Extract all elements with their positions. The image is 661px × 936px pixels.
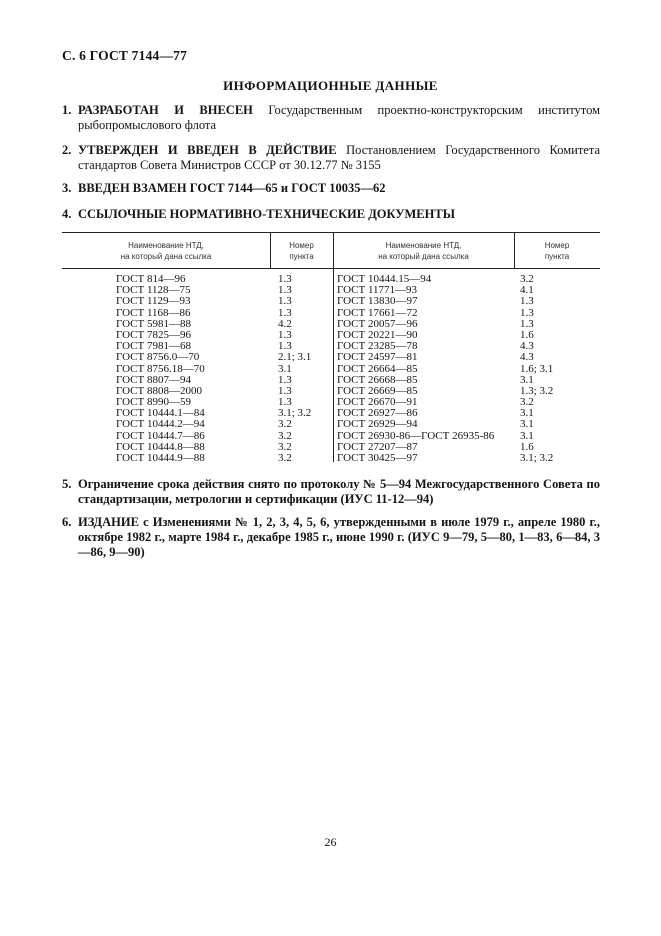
table-cell: 1.3 (278, 284, 292, 297)
table-cell: ГОСТ 30425—97 (337, 452, 418, 464)
item-number: 5. (62, 477, 72, 491)
header-doc-left (62, 240, 270, 262)
table-cell: ГОСТ 8990—59 (116, 396, 191, 409)
header-doc-right (333, 240, 514, 262)
table-cell: 1.6 (520, 328, 534, 341)
table-cell: ГОСТ 26670—91 (337, 396, 418, 409)
table-cell: ГОСТ 1128—75 (116, 284, 191, 297)
table-cell: ГОСТ 814—96 (116, 273, 186, 285)
table-cell: ГОСТ 23285—78 (337, 340, 418, 353)
table-cell: 3.2 (520, 273, 534, 285)
header-text: Номер пункта (544, 241, 570, 261)
col-divider-center (333, 232, 334, 462)
table-cell: 3.2 (278, 452, 292, 464)
item-text: ИЗДАНИЕ с Изменениями № 1, 2, 3, 4, 5, 6, утвержденными в июле 1979 г., апреле 1980 г., октябре 1982 г., марте 1984 г., декабре 1985 г., июне 1990 г. (ИУС 9—79, 5—80, 1—83, 6—84, 3—86, 9—90) (78, 515, 600, 559)
table-cell: ГОСТ 26929—94 (337, 418, 418, 431)
info-item-3 (62, 181, 600, 196)
info-item-4 (62, 207, 600, 222)
item-text: ССЫЛОЧНЫЕ НОРМАТИВНО-ТЕХНИЧЕСКИЕ ДОКУМЕНТЫ (78, 207, 455, 221)
table-cell: 1.3 (278, 273, 292, 285)
table-cell: 3.2 (278, 440, 292, 453)
table-cell: 1.3 (278, 373, 292, 386)
table-cell: 1.3 (278, 340, 292, 353)
table-cell: ГОСТ 10444.2—94 (116, 418, 205, 431)
table-cell: 3.1 (520, 373, 534, 386)
table-cell: 1.3; 3.2 (520, 384, 554, 397)
table-cell: 4.3 (520, 351, 534, 364)
table-cell: ГОСТ 26668—85 (337, 373, 418, 386)
table-cell: 1.3 (278, 328, 292, 341)
note-5 (62, 477, 600, 507)
table-cell: 3.1 (278, 362, 292, 375)
table-cell: ГОСТ 26669—85 (337, 384, 418, 397)
header-text: Наименование НТД, на который дана ссылка (378, 241, 469, 261)
column-items-right (520, 274, 553, 464)
item-text: УТВЕРЖДЕН И ВВЕДЕН В ДЕЙСТВИЕ Постановлением Государственного Комитета стандартов Совета Министров СССР от 30.12.77 № 3155 (78, 143, 600, 172)
table-cell: ГОСТ 7981—68 (116, 340, 191, 353)
table-cell: 1.6; 3.1 (520, 362, 554, 375)
table-cell: 1.3 (520, 295, 534, 308)
item-number: 4. (62, 207, 72, 221)
table-cell: ГОСТ 20057—96 (337, 317, 418, 330)
item-text: ВВЕДЕН ВЗАМЕН ГОСТ 7144—65 и ГОСТ 10035—62 (78, 181, 386, 195)
item-number: 3. (62, 181, 72, 195)
table-cell: ГОСТ 8807—94 (116, 373, 191, 386)
table-cell: ГОСТ 26664—85 (337, 362, 418, 375)
table-cell: 4.1 (520, 284, 534, 297)
page-header: С. 6 ГОСТ 7144—77 (62, 48, 188, 63)
table-cell: ГОСТ 10444.1—84 (116, 407, 205, 420)
table-cell: 3.1 (520, 429, 534, 442)
table-cell: ГОСТ 8756.18—70 (116, 362, 205, 375)
table-cell: 3.2 (520, 396, 534, 409)
table-top-rule (62, 232, 600, 233)
table-cell: ГОСТ 20221—90 (337, 328, 418, 341)
table-cell: 1.3 (278, 295, 292, 308)
table-cell: ГОСТ 1168—86 (116, 306, 191, 319)
table-cell: ГОСТ 11771—93 (337, 284, 418, 297)
table-cell: ГОСТ 8756.0—70 (116, 351, 200, 364)
table-cell: 3.1 (520, 407, 534, 420)
table-cell: 1.3 (278, 306, 292, 319)
item-text: РАЗРАБОТАН И ВНЕСЕН Государственным проектно-конструкторским институтом рыбопромыслового флота (78, 103, 601, 132)
table-cell: 3.1 (520, 418, 534, 431)
table-cell: 3.1; 3.2 (520, 452, 554, 464)
section-title: ИНФОРМАЦИОННЫЕ ДАННЫЕ (223, 78, 438, 93)
table-cell: 3.2 (278, 418, 292, 431)
table-cell: 1.3 (520, 306, 534, 319)
table-cell: ГОСТ 1129—93 (116, 295, 191, 308)
item-number: 1. (62, 103, 72, 117)
header-text: Наименование НТД, на который дана ссылка (120, 241, 212, 261)
table-cell: ГОСТ 7825—96 (116, 328, 191, 341)
table-cell: ГОСТ 10444.9—88 (116, 452, 205, 464)
table-cell: ГОСТ 10444.8—88 (116, 440, 205, 453)
table-cell: 1.3 (278, 396, 292, 409)
item-text: Ограничение срока действия снято по протоколу № 5—94 Межгосударственного Совета по стандартизации, метрологии и сертификации (ИУС 11-12—94) (78, 477, 600, 506)
table-cell: ГОСТ 26930-86—ГОСТ 26935-86 (337, 429, 495, 442)
header-item-right (514, 240, 600, 262)
table-cell: ГОСТ 8808—2000 (116, 384, 202, 397)
info-item-2 (62, 143, 600, 173)
table-cell: ГОСТ 13830—97 (337, 295, 418, 308)
table-cell: 4.3 (520, 340, 534, 353)
table-cell: 3.1; 3.2 (278, 407, 312, 420)
table-cell: ГОСТ 24597—81 (337, 351, 418, 364)
page-number: 26 (324, 835, 337, 849)
column-items-left (278, 274, 311, 464)
table-cell: ГОСТ 27207—87 (337, 440, 418, 453)
table-cell: 2.1; 3.1 (278, 351, 312, 364)
header-item-left (270, 240, 333, 262)
table-cell: 1.3 (278, 384, 292, 397)
info-item-1 (62, 103, 600, 133)
table-cell: ГОСТ 10444.15—94 (337, 273, 432, 285)
table-cell: ГОСТ 5981—88 (116, 317, 191, 330)
table-cell: ГОСТ 26927—86 (337, 407, 418, 420)
item-number: 6. (62, 515, 72, 529)
table-cell: 1.6 (520, 440, 534, 453)
header-text: Номер пункта (289, 241, 314, 261)
table-header-rule (62, 268, 600, 269)
table-cell: ГОСТ 17661—72 (337, 306, 418, 319)
note-6 (62, 515, 600, 560)
column-docs-left (116, 274, 205, 464)
column-docs-right (337, 274, 494, 464)
table-cell: 3.2 (278, 429, 292, 442)
table-cell: 4.2 (278, 317, 292, 330)
table-cell: 1.3 (520, 317, 534, 330)
table-cell: ГОСТ 10444.7—86 (116, 429, 205, 442)
item-number: 2. (62, 143, 72, 157)
